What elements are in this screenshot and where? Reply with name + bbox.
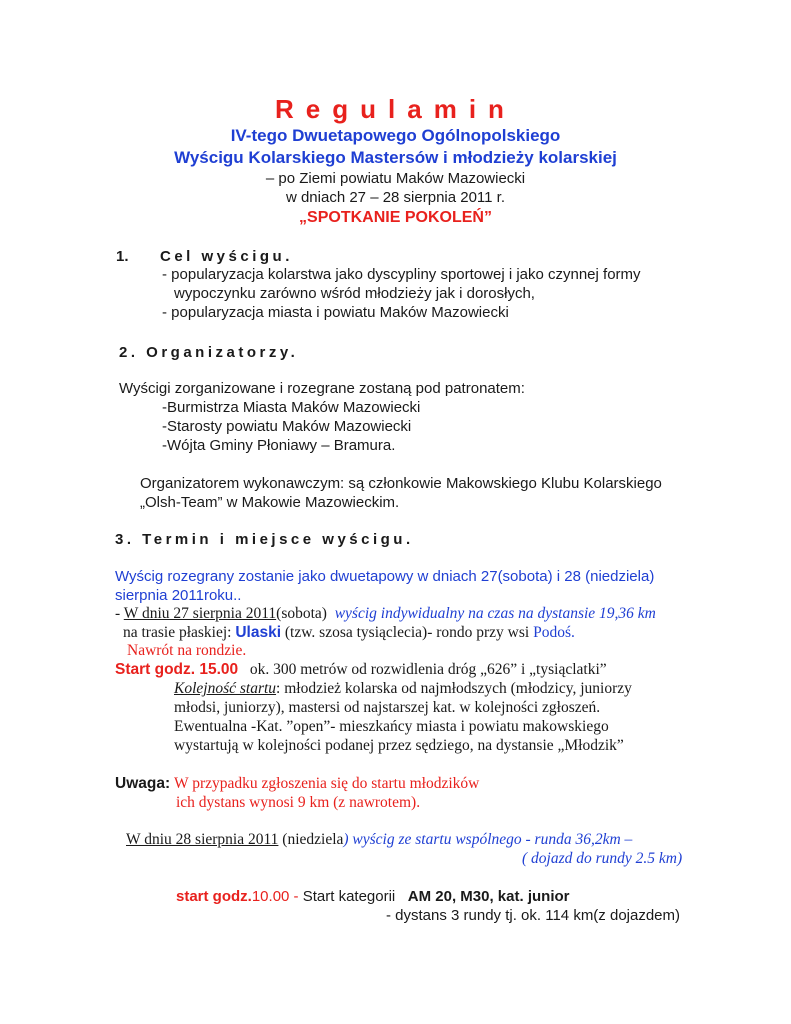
patron-item: -Wójta Gminy Płoniawy – Bramura. bbox=[162, 437, 396, 454]
start-location: ok. 300 metrów od rozwidlenia dróg „626” i „tysiąclatki” bbox=[249, 661, 607, 678]
start-2-categories: AM 20, M30, kat. junior bbox=[407, 888, 570, 905]
section-2-heading: 2. Organizatorzy. bbox=[119, 344, 299, 361]
note-line-1 bbox=[115, 774, 479, 793]
note-text-2: ich dystans wynosi 9 km (z nawrotem). bbox=[176, 794, 421, 811]
start-2-line bbox=[176, 887, 570, 906]
open-category-1: Ewentualna -Kat. ”open”- mieszkańcy miasta i powiatu makowskiego bbox=[174, 718, 609, 735]
route-description: (tzw. szosa tysiąclecia)- rondo przy wsi bbox=[284, 624, 530, 641]
day-1-day: (sobota) bbox=[276, 605, 327, 622]
subtitle-line-3: – po Ziemi powiatu Maków Mazowiecki bbox=[265, 170, 526, 187]
race-intro-2: sierpnia 2011roku.. bbox=[115, 587, 242, 604]
start-order-text: : młodzież kolarska od najmłodszych (młodzicy, juniorzy bbox=[276, 680, 632, 697]
day-2-day: (niedziela bbox=[282, 831, 344, 848]
section-1-heading: Cel wyścigu. bbox=[160, 248, 293, 265]
route-name: Ulaski bbox=[235, 624, 282, 641]
subtitle-line-2: Wyścigu Kolarskiego Mastersów i młodzieży kolarskiej bbox=[174, 148, 617, 167]
patron-item: -Starosty powiatu Maków Mazowiecki bbox=[162, 418, 412, 435]
subtitle-line-4: w dniach 27 – 28 sierpnia 2011 r. bbox=[285, 189, 506, 206]
section-3-heading: 3. Termin i miejsce wyścigu. bbox=[115, 531, 414, 548]
turn-note: Nawrót na rondzie. bbox=[127, 642, 247, 659]
start-line bbox=[115, 660, 607, 679]
start-2-text: Start kategorii bbox=[302, 888, 396, 905]
open-category-2: wystartują w kolejności podanej przez sędziego, na dystansie „Młodzik” bbox=[174, 737, 624, 754]
day-1-line bbox=[115, 604, 656, 623]
note-text-1: W przypadku zgłoszenia się do startu młodzików bbox=[174, 775, 480, 792]
executive-organizer-1: Organizatorem wykonawczym: są członkowie Makowskiego Klubu Kolarskiego bbox=[140, 475, 662, 492]
patron-item: -Burmistrza Miasta Maków Mazowiecki bbox=[162, 399, 421, 416]
goal-item-1-cont: wypoczynku zarówno wśród młodzieży jak i dorosłych, bbox=[174, 285, 535, 302]
start-2-label: start godz. bbox=[176, 888, 252, 905]
day-2-race-type: ) wyścig ze startu wspólnego - runda 36,2km – bbox=[343, 831, 633, 848]
document-title: Regulamin bbox=[275, 94, 516, 124]
day-2-date: W dniu 28 sierpnia 2011 bbox=[126, 831, 279, 848]
day-2-access: ( dojazd do rundy 2.5 km) bbox=[522, 850, 683, 867]
route-village: Podoś. bbox=[533, 624, 575, 641]
day-1-dash: - bbox=[115, 605, 124, 622]
race-intro-1: Wyścig rozegrany zostanie jako dwuetapowy w dniach 27(sobota) i 28 (niedziela) bbox=[115, 568, 655, 585]
day-1-date: W dniu 27 sierpnia 2011 bbox=[123, 605, 277, 622]
start-order-2: młodsi, juniorzy), mastersi od najstarszej kat. w kolejności zgłoszeń. bbox=[174, 699, 601, 716]
start-2-time: 10.00 - bbox=[251, 888, 299, 905]
distance-note: - dystans 3 rundy tj. ok. 114 km(z dojazdem) bbox=[386, 907, 681, 924]
patronage-intro: Wyścigi zorganizowane i rozegrane zostaną pod patronatem: bbox=[119, 380, 525, 397]
route-prefix: na trasie płaskiej: bbox=[123, 624, 232, 641]
start-order-1 bbox=[174, 679, 688, 698]
executive-organizer-2: „Olsh-Team” w Makowie Mazowieckim. bbox=[140, 494, 400, 511]
note-label: Uwaga: bbox=[115, 775, 171, 792]
event-motto: „SPOTKANIE POKOLEŃ” bbox=[299, 209, 492, 226]
day-1-race-type: wyścig indywidualny na czas na dystansie 19,36 km bbox=[334, 605, 656, 622]
goal-item-1: - popularyzacja kolarstwa jako dyscypliny sportowej i jako czynnej formy bbox=[162, 266, 641, 283]
start-order-label: Kolejność startu bbox=[174, 680, 277, 697]
section-1-number: 1. bbox=[116, 248, 129, 265]
subtitle-line-1: IV-tego Dwuetapowego Ogólnopolskiego bbox=[230, 126, 561, 145]
day-2-line bbox=[126, 830, 632, 849]
goal-item-2: - popularyzacja miasta i powiatu Maków Mazowiecki bbox=[162, 304, 509, 321]
route-line bbox=[123, 623, 575, 642]
start-time: Start godz. 15.00 bbox=[115, 661, 239, 678]
